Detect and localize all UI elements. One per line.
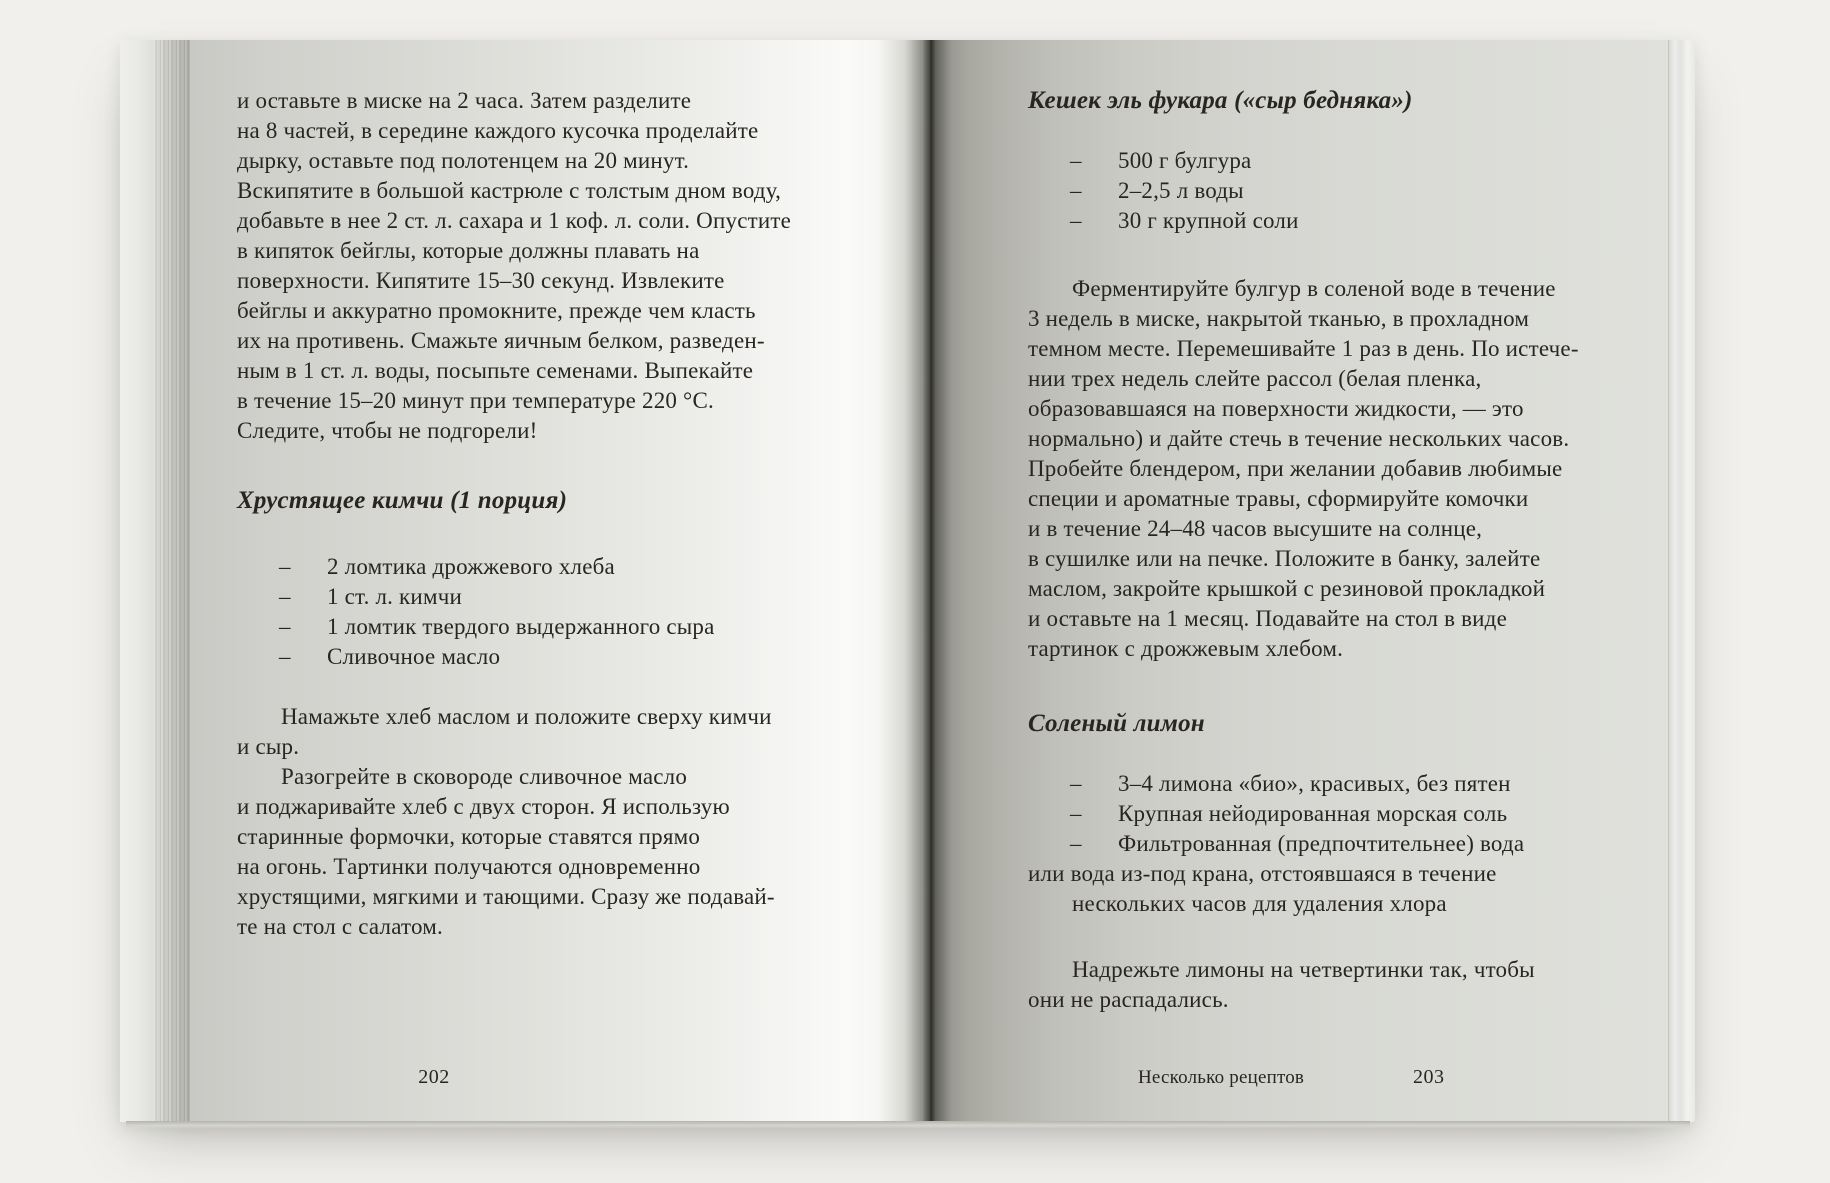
text-line: дырку, оставьте под полотенцем на 20 минут. xyxy=(237,148,690,173)
text-line: на 8 частей, в середине каждого кусочка проделайте xyxy=(237,118,759,143)
text-line: Надрежьте лимоны на четвертинки так, чтобы xyxy=(1072,957,1535,982)
text-line: Вскипятите в большой кастрюле с толстым дном воду, xyxy=(237,178,782,203)
text-line xyxy=(1028,769,1652,799)
right-page-number: 203 xyxy=(1413,1066,1445,1088)
back-cover-edge xyxy=(120,40,153,1122)
dash-bullet: – xyxy=(1070,208,1082,233)
dash-bullet: – xyxy=(1070,801,1082,826)
open-book xyxy=(120,40,1694,1122)
text-line: нескольких часов для удаления хлора xyxy=(1072,891,1447,916)
ingredient-text: 1 ломтик твердого выдержанного сыра xyxy=(327,614,715,639)
text-line: и сыр. xyxy=(237,734,300,759)
fore-edge-pages xyxy=(1668,40,1695,1122)
text-line: они не распадались. xyxy=(1028,987,1229,1012)
text-line: Намажьте хлеб маслом и положите сверху кимчи xyxy=(281,704,772,729)
text-line: и оставьте в миске на 2 часа. Затем разделите xyxy=(237,88,692,113)
text-line: Следите, чтобы не подгорели! xyxy=(237,418,538,443)
text-line: ным в 1 ст. л. воды, посыпьте семенами. Выпекайте xyxy=(237,358,754,383)
ingredient-text: 500 г булгура xyxy=(1118,148,1252,173)
text-line: поверхности. Кипятите 15–30 секунд. Извлеките xyxy=(237,268,725,293)
text-line: хрустящими, мягкими и тающими. Сразу же подавай- xyxy=(237,884,775,909)
text-line xyxy=(237,642,914,672)
dash-bullet: – xyxy=(1070,831,1082,856)
left-page xyxy=(190,40,930,1122)
text-line: добавьте в нее 2 ст. л. сахара и 1 коф. л. соли. Опустите xyxy=(237,208,792,233)
text-line xyxy=(1028,799,1652,829)
text-line: или вода из-под крана, отстоявшаяся в течение xyxy=(1028,861,1497,886)
recipe-title-keshek-el-fukara: Кешек эль фукара («сыр бедняка») xyxy=(1028,87,1413,114)
intro-paragraph xyxy=(237,86,914,446)
method-paragraph-keshek xyxy=(1028,274,1652,664)
dash-bullet: – xyxy=(279,644,291,669)
ingredient-text: 30 г крупной соли xyxy=(1118,208,1299,233)
text-line: нормально) и дайте стечь в течение нескольких часов. xyxy=(1028,426,1570,451)
text-line: и в течение 24–48 часов высушите на солнце, xyxy=(1028,516,1483,541)
dash-bullet: – xyxy=(279,614,291,639)
text-line: бейглы и аккуратно промокните, прежде чем класть xyxy=(237,298,756,323)
text-line: специи и ароматные травы, сформируйте комочки xyxy=(1028,486,1529,511)
ingredient-text: Крупная нейодированная морская соль xyxy=(1118,801,1508,826)
text-line: старинные формочки, которые ставятся прямо xyxy=(237,824,701,849)
text-line: и поджаривайте хлеб с двух сторон. Я использую xyxy=(237,794,730,819)
dash-bullet: – xyxy=(1070,148,1082,173)
text-line xyxy=(1028,829,1652,859)
method-paragraph-salted-lemon xyxy=(1028,955,1652,1015)
text-line xyxy=(237,582,914,612)
running-footer-title: Несколько рецептов xyxy=(1138,1067,1305,1088)
recipe-title-crispy-kimchi: Хрустящее кимчи (1 порция) xyxy=(237,487,568,514)
method-paragraph-kimchi xyxy=(237,702,914,942)
ingredient-text: Фильтрованная (предпочтительнее) вода xyxy=(1118,831,1525,856)
ingredient-text: 2 ломтика дрожжевого хлеба xyxy=(327,554,615,579)
text-line: в течение 15–20 минут при температуре 220 °С. xyxy=(237,388,714,413)
text-line: Пробейте блендером, при желании добавив любимые xyxy=(1028,456,1563,481)
text-line: 3 недель в миске, накрытой тканью, в прохладном xyxy=(1028,306,1530,331)
text-line: нии трех недель слейте рассол (белая пленка, xyxy=(1028,366,1482,391)
left-page-stack-edge xyxy=(153,40,190,1122)
ingredient-text: 1 ст. л. кимчи xyxy=(327,584,462,609)
dash-bullet: – xyxy=(1070,771,1082,796)
text-line: в сушилке или на печке. Положите в банку, залейте xyxy=(1028,546,1541,571)
ingredient-text: Сливочное масло xyxy=(327,644,501,669)
text-line xyxy=(1028,176,1652,206)
ingredient-text: 3–4 лимона «био», красивых, без пятен xyxy=(1118,771,1511,796)
text-line: в кипяток бейглы, которые должны плавать на xyxy=(237,238,700,263)
ingredients-list-salted-lemon xyxy=(1028,769,1652,919)
text-line: образовавшаяся на поверхности жидкости, — это xyxy=(1028,396,1524,421)
text-line xyxy=(237,552,914,582)
dash-bullet: – xyxy=(279,554,291,579)
text-line: маслом, закройте крышкой с резиновой прокладкой xyxy=(1028,576,1546,601)
text-line: те на стол с салатом. xyxy=(237,914,443,939)
text-line xyxy=(1028,206,1652,236)
text-line: Разогрейте в сковороде сливочное масло xyxy=(281,764,688,789)
right-page xyxy=(930,40,1668,1122)
right-page-content xyxy=(930,40,1668,1015)
text-line: на огонь. Тартинки получаются одновременно xyxy=(237,854,701,879)
recipe-title-salted-lemon: Соленый лимон xyxy=(1028,710,1205,737)
left-page-content xyxy=(190,40,930,942)
text-line: их на противень. Смажьте яичным белком, разведен- xyxy=(237,328,765,353)
ingredient-text: 2–2,5 л воды xyxy=(1118,178,1244,203)
ingredients-list-kimchi xyxy=(237,552,914,672)
text-line: темном месте. Перемешивайте 1 раз в день. По истече- xyxy=(1028,336,1579,361)
dash-bullet: – xyxy=(1070,178,1082,203)
text-line: и оставьте на 1 месяц. Подавайте на стол в виде xyxy=(1028,606,1507,631)
dash-bullet: – xyxy=(279,584,291,609)
text-line xyxy=(237,612,914,642)
text-line: Ферментируйте булгур в соленой воде в течение xyxy=(1072,276,1556,301)
text-line xyxy=(1028,146,1652,176)
text-line: тартинок с дрожжевым хлебом. xyxy=(1028,636,1344,661)
ingredients-list-keshek xyxy=(1028,146,1652,236)
left-page-number: 202 xyxy=(418,1066,450,1088)
